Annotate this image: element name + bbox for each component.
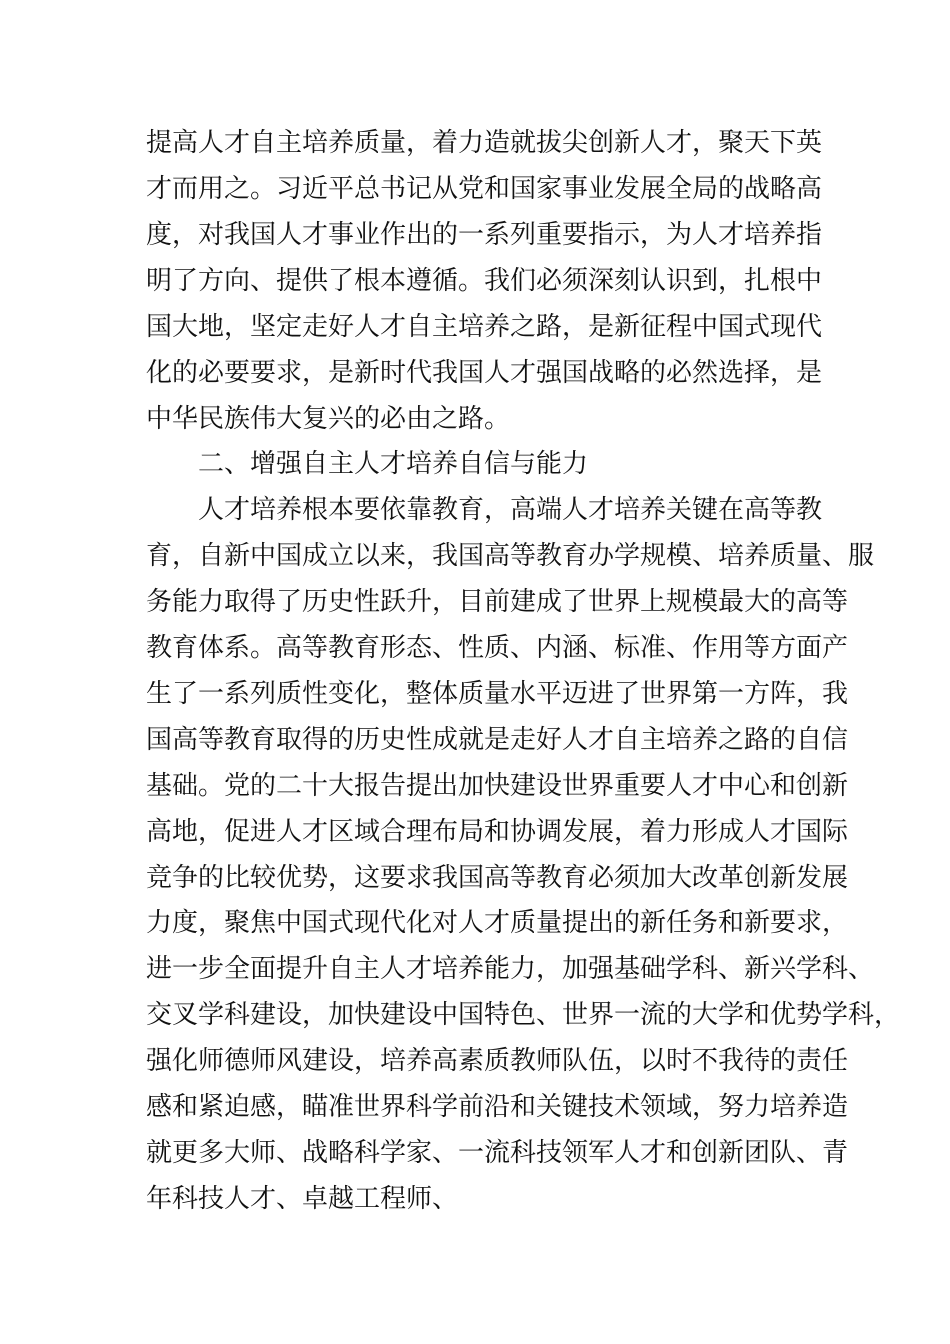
text-line: 就更多大师、战略科学家、一流科技领军人才和创新团队、青	[146, 1138, 849, 1168]
text-line: 竞争的比较优势，这要求我国高等教育必须加大改革创新发展	[146, 863, 849, 893]
paragraph-first-line: 人才培养根本要依靠教育，高端人才培养关键在高等教	[198, 495, 823, 525]
text-line: 才而用之。习近平总书记从党和国家事业发展全局的战略高	[146, 174, 823, 204]
text-line: 务能力取得了历史性跃升，目前建成了世界上规模最大的高等	[146, 587, 849, 617]
text-line: 年科技人才、卓越工程师、	[146, 1184, 459, 1214]
text-line: 提高人才自主培养质量，着力造就拔尖创新人才，聚天下英	[146, 128, 823, 158]
text-line: 生了一系列质性变化，整体质量水平迈进了世界第一方阵，我	[146, 679, 849, 709]
text-line: 中华民族伟大复兴的必由之路。	[146, 404, 511, 434]
text-line: 国高等教育取得的历史性成就是走好人才自主培养之路的自信	[146, 725, 849, 755]
text-line: 力度，聚焦中国式现代化对人才质量提出的新任务和新要求，	[146, 908, 849, 938]
text-line: 国大地，坚定走好人才自主培养之路，是新征程中国式现代	[146, 312, 823, 342]
text-line: 高地，促进人才区域合理布局和协调发展，着力形成人才国际	[146, 817, 849, 847]
text-line: 化的必要要求，是新时代我国人才强国战略的必然选择，是	[146, 358, 823, 388]
text-line: 教育体系。高等教育形态、性质、内涵、标准、作用等方面产	[146, 633, 849, 663]
text-line: 度，对我国人才事业作出的一系列重要指示，为人才培养指	[146, 220, 823, 250]
text-line: 感和紧迫感，瞄准世界科学前沿和关键技术领域，努力培养造	[146, 1092, 849, 1122]
text-line: 交叉学科建设，加快建设中国特色、世界一流的大学和优势学科，	[146, 1000, 901, 1030]
text-line: 明了方向、提供了根本遵循。我们必须深刻认识到，扎根中	[146, 266, 823, 296]
text-line: 强化师德师风建设，培养高素质教师队伍，以时不我待的责任	[146, 1046, 849, 1076]
text-line: 育，自新中国成立以来，我国高等教育办学规模、培养质量、服	[146, 541, 875, 571]
text-line: 进一步全面提升自主人才培养能力，加强基础学科、新兴学科、	[146, 954, 875, 984]
text-line: 基础。党的二十大报告提出加快建设世界重要人才中心和创新	[146, 771, 849, 801]
section-heading: 二、增强自主人才培养自信与能力	[198, 449, 589, 479]
